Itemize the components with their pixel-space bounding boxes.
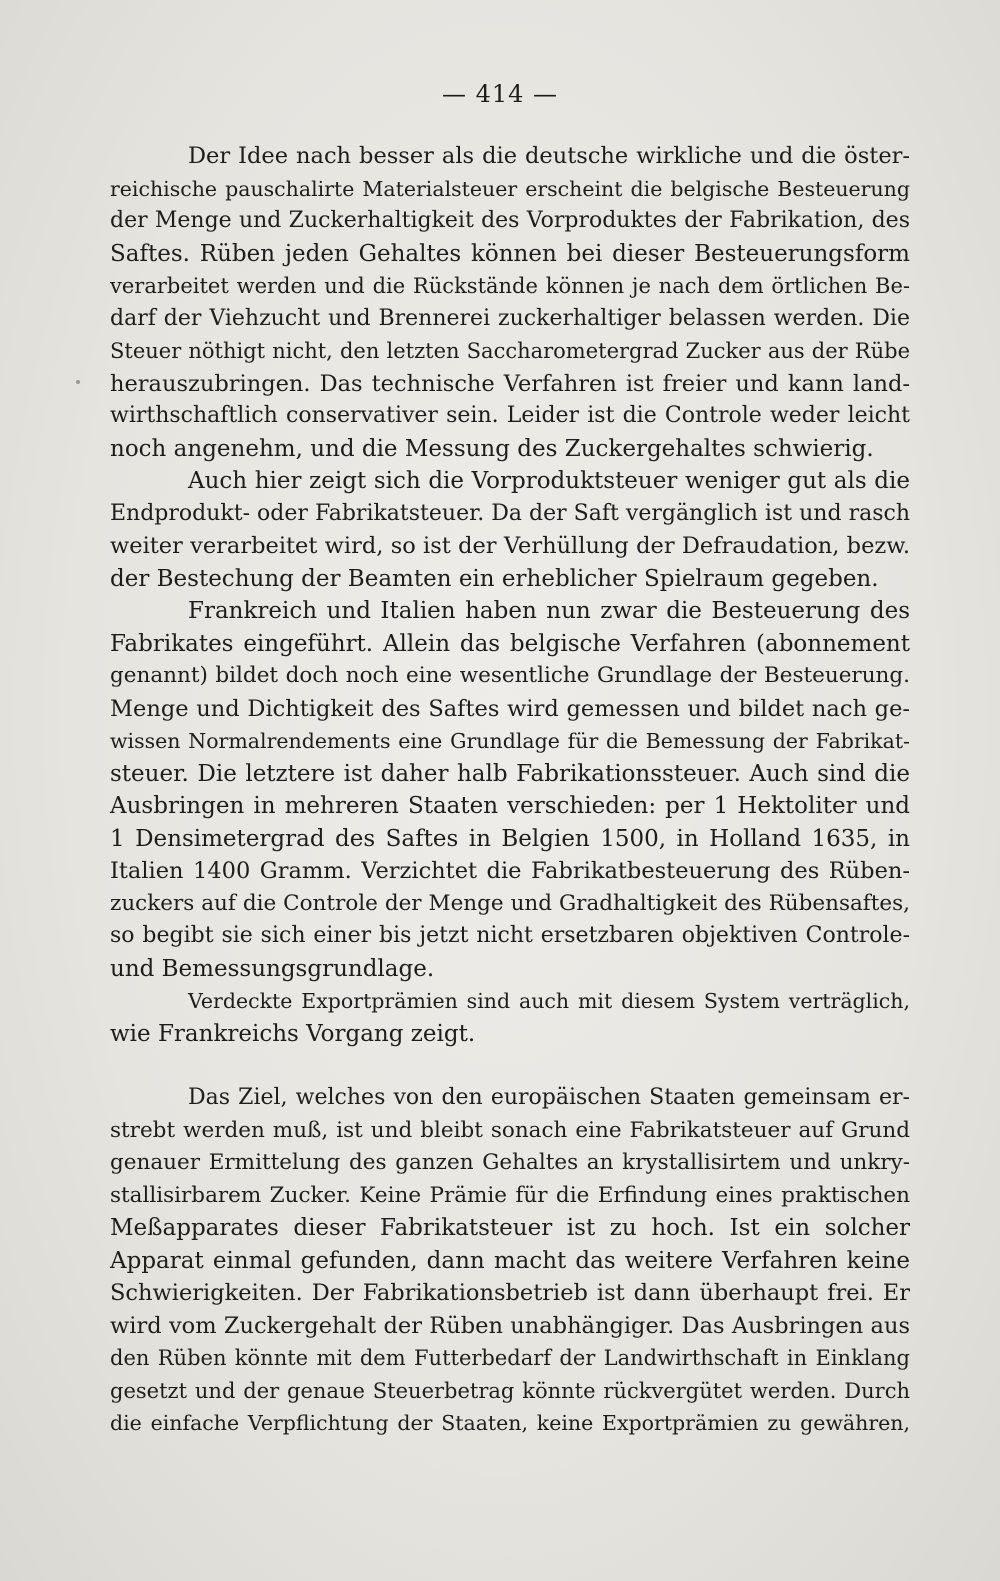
text-line: stallisirbarem Zucker. Keine Prämie für die Erfindung eines praktischen <box>110 1182 910 1208</box>
text-line: wird vom Zuckergehalt der Rüben unabhängiger. Das Ausbringen aus <box>110 1312 910 1339</box>
text-line: Auch hier zeigt sich die Vorproduktsteuer weniger gut als die <box>188 468 910 494</box>
text-line: noch angenehm, und die Messung des Zuckergehaltes schwierig. <box>110 435 874 462</box>
text-line: so begibt sie sich einer bis jetzt nicht ersetzbaren objektiven Controle- <box>110 923 910 948</box>
text-line: reichische pauschalirte Materialsteuer erscheint die belgische Besteuerung <box>110 176 910 201</box>
text-line: herauszubringen. Das technische Verfahren ist freier und kann land- <box>110 370 910 397</box>
text-line: steuer. Die letztere ist daher halb Fabrikationssteuer. Auch sind die <box>110 760 910 787</box>
body-text <box>110 140 910 1440</box>
text-line: Meßapparates dieser Fabrikatsteuer ist zu hoch. Ist ein solcher <box>110 1215 910 1241</box>
text-line: genannt) bildet doch noch eine wesentliche Grundlage der Besteuerung. <box>110 663 910 688</box>
text-line: Ausbringen in mehreren Staaten verschieden: per 1 Hektoliter und <box>110 793 910 819</box>
section-gap <box>110 1050 910 1082</box>
text-line: Menge und Dichtigkeit des Saftes wird gemessen und bildet nach ge- <box>110 695 910 722</box>
paragraph-5 <box>110 1082 910 1440</box>
text-line: verarbeitet werden und die Rückstände können je nach dem örtlichen Be- <box>110 274 910 298</box>
text-line: gesetzt und der genaue Steuerbetrag könnte rückvergütet werden. Durch <box>110 1378 910 1403</box>
paragraph-1 <box>110 140 910 465</box>
text-line: wie Frankreichs Vorgang zeigt. <box>110 1020 476 1047</box>
text-line: darf der Viehzucht und Brennerei zuckerhaltiger belassen werden. Die <box>110 305 910 331</box>
text-line: Frankreich und Italien haben nun zwar die Besteuerung des <box>188 598 910 624</box>
text-line: Das Ziel, welches von den europäischen Staaten gemeinsam er- <box>188 1085 910 1110</box>
text-line: strebt werden muß, ist und bleibt sonach eine Fabrikatsteuer auf Grund <box>110 1117 910 1143</box>
text-line: Saftes. Rüben jeden Gehaltes können bei dieser Besteuerungsform <box>110 240 910 267</box>
text-line: zuckers auf die Controle der Menge und Gradhaltigkeit des Rübensaftes, <box>110 890 910 916</box>
paragraph-3 <box>110 595 910 985</box>
ink-speck <box>76 380 80 384</box>
text-line: weiter verarbeitet wird, so ist der Verhüllung der Defraudation, bezw. <box>110 533 910 559</box>
text-line: die einfache Verpflichtung der Staaten, keine Exportprämien zu gewähren, <box>110 1411 910 1435</box>
text-line: Apparat einmal gefunden, dann macht das weitere Verfahren keine <box>110 1247 910 1274</box>
text-line: Steuer nöthigt nicht, den letzten Saccharometergrad Zucker aus der Rübe <box>110 339 910 363</box>
text-line: Der Idee nach besser als die deutsche wirkliche und die öster- <box>188 143 910 169</box>
text-line: wirthschaftlich conservativer sein. Leider ist die Controle weder leicht <box>110 403 910 428</box>
text-line: Endprodukt- oder Fabrikatsteuer. Da der Saft vergänglich ist und rasch <box>110 500 910 526</box>
text-line: der Bestechung der Beamten ein erheblicher Spielraum gegeben. <box>110 565 879 592</box>
text-line: Verdeckte Exportprämien sind auch mit diesem System verträglich, <box>188 989 910 1013</box>
page-number: — 414 — <box>441 80 559 108</box>
text-line: genauer Ermittelung des ganzen Gehaltes an krystallisirtem und unkry- <box>110 1150 910 1175</box>
paragraph-2 <box>110 465 910 595</box>
text-line: 1 Densimetergrad des Saftes in Belgien 1500, in Holland 1635, in <box>110 825 910 852</box>
text-line: wissen Normalrendements eine Grundlage für die Bemessung der Fabrikat- <box>110 729 910 753</box>
text-line: Fabrikates eingeführt. Allein das belgische Verfahren (abonnement <box>110 630 910 657</box>
text-line: und Bemessungsgrundlage. <box>110 955 435 982</box>
text-line: Schwierigkeiten. Der Fabrikationsbetrieb ist dann überhaupt frei. Er <box>110 1280 910 1306</box>
paragraph-4 <box>110 985 910 1050</box>
text-line: Italien 1400 Gramm. Verzichtet die Fabrikatbesteuerung des Rüben- <box>110 858 910 884</box>
text-line: der Menge und Zuckerhaltigkeit des Vorproduktes der Fabrikation, des <box>110 208 910 233</box>
text-line: den Rüben könnte mit dem Futterbedarf der Landwirthschaft in Einklang <box>110 1346 910 1370</box>
